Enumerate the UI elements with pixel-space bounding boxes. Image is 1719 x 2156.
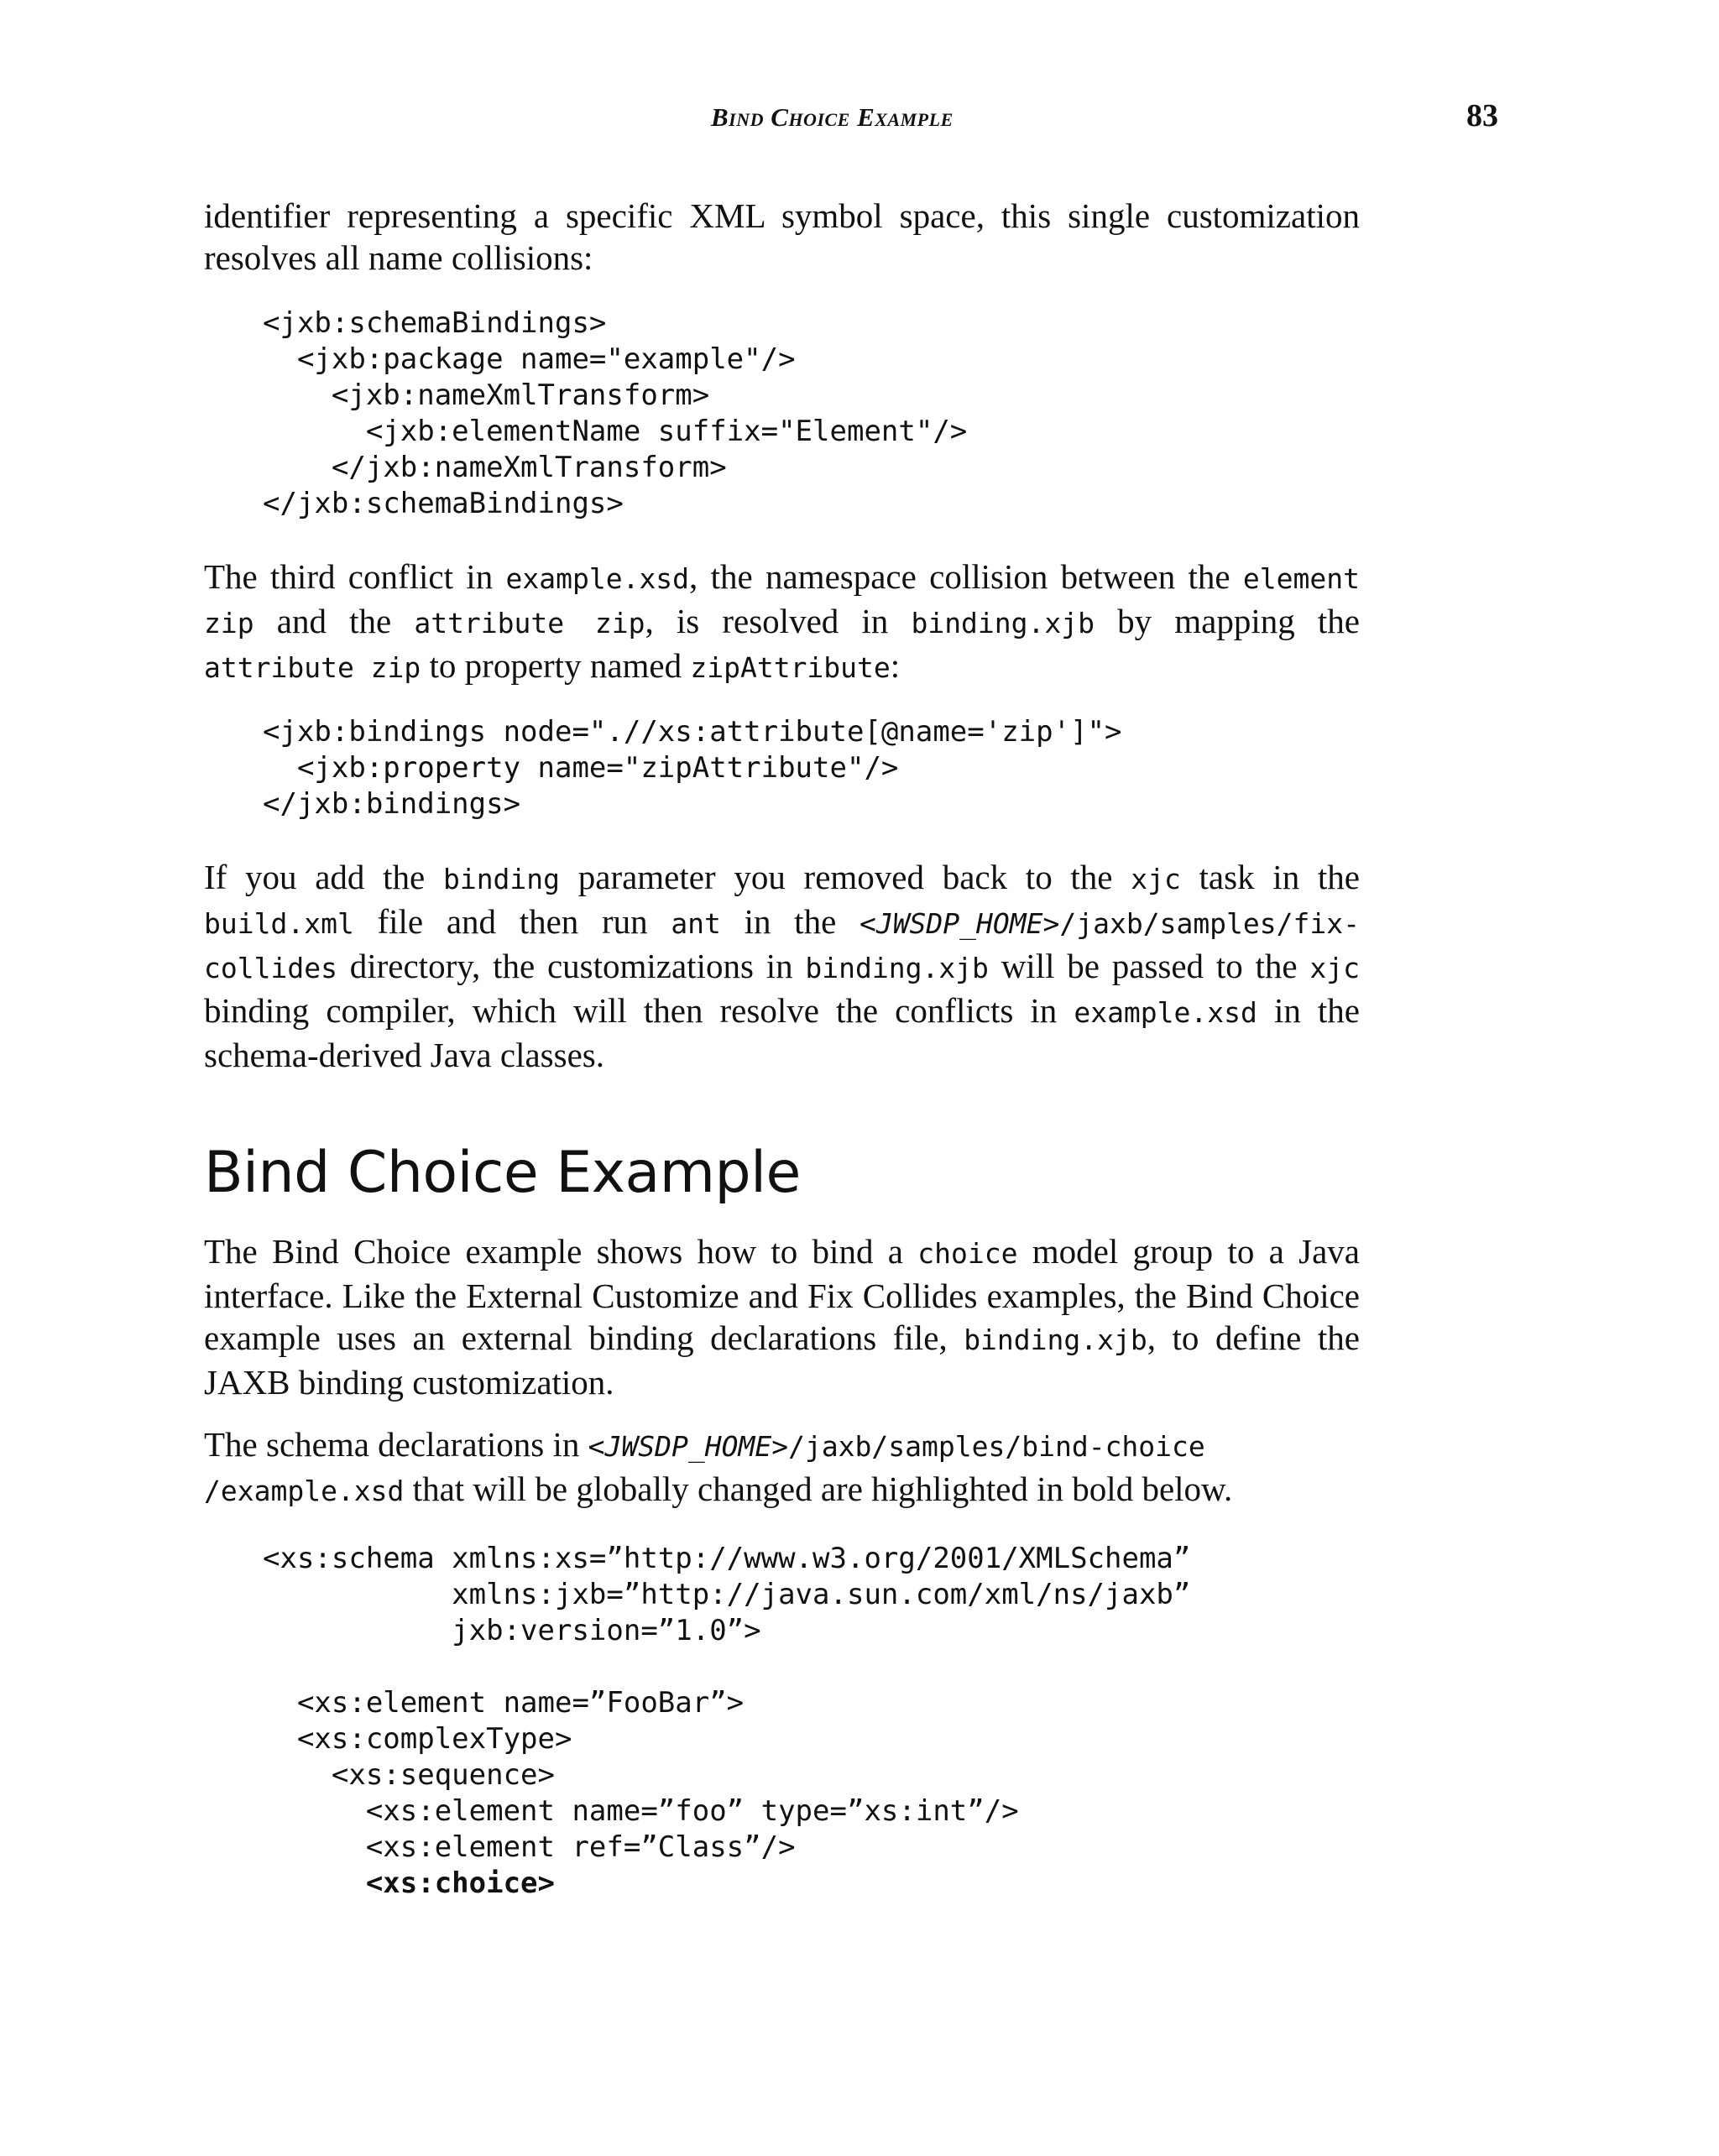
path-placeholder: <JWSDP_HOME> (859, 907, 1060, 940)
code-term: attribute zip (204, 651, 421, 684)
code-line: <jxb:nameXmlTransform> (263, 378, 710, 412)
paragraph-collision-intro: identifier representing a specific XML symbol space, this single customization resolves all name collisions: (204, 196, 1360, 277)
paragraph-bind-choice-intro (204, 1230, 1360, 1403)
text-run: The Bind Choice example shows how to bind a (204, 1232, 918, 1271)
code-term: xjc (1309, 952, 1360, 984)
code-line: <xs:schema xmlns:xs=”http://www.w3.org/2001/XMLSchema” (263, 1542, 1191, 1575)
code-term: ant (671, 907, 721, 940)
code-line: <jxb:bindings node=".//xs:attribute[@name='zip']"> (263, 715, 1122, 749)
section-heading: Bind Choice Example (204, 1140, 801, 1206)
text-run: binding compiler, which will then resolve the conflicts in (204, 991, 1074, 1030)
paragraph-third-conflict (204, 556, 1360, 689)
code-line: </jxb:bindings> (263, 787, 521, 821)
code-path: /jaxb/samples/bind-choice (788, 1430, 1205, 1463)
text-run: by mapping the (1095, 602, 1360, 640)
code-term: choice (917, 1237, 1018, 1270)
path-placeholder: <JWSDP_HOME> (588, 1430, 789, 1463)
page-number: 83 (1466, 98, 1498, 133)
code-line-indent (263, 1866, 366, 1900)
code-line: </jxb:schemaBindings> (263, 487, 624, 520)
text-run: in the (720, 902, 860, 941)
text-run: : (890, 646, 901, 685)
text-run: in the schema-derived Java classes. (204, 991, 1360, 1074)
code-path: /example.xsd (204, 1475, 405, 1507)
text-run: If you add the (204, 858, 443, 896)
code-block-example-schema (204, 1541, 1360, 1902)
code-line: <xs:element name=”foo” type=”xs:int”/> (263, 1794, 1019, 1828)
code-block-zip-binding (204, 714, 1360, 822)
text-run: will be passed to the (988, 947, 1310, 985)
code-line: <jxb:elementName suffix="Element"/> (263, 415, 968, 448)
code-line: <jxb:schemaBindings> (263, 306, 607, 340)
code-filename: build.xml (204, 907, 354, 940)
text-run: parameter you removed back to the (560, 858, 1131, 896)
text-run: , is resolved in (645, 602, 912, 640)
paragraph-run-ant (204, 856, 1360, 1076)
text-run: that will be globally changed are highlighted in bold below. (404, 1470, 1233, 1508)
code-line: <xs:sequence> (263, 1758, 555, 1792)
code-filename: binding.xjb (805, 952, 989, 984)
code-line: <jxb:package name="example"/> (263, 342, 796, 376)
text-run: and the (253, 602, 415, 640)
code-filename: example.xsd (505, 562, 690, 595)
text-run: model group to a Java interface. Like the External Customize and Fix Collides examples, the Bind Choice example uses an external binding declarations file, (204, 1232, 1360, 1357)
text-run: The third conflict in (204, 557, 506, 596)
code-line: <jxb:property name="zipAttribute"/> (263, 751, 899, 785)
code-term: element zip (204, 562, 1360, 639)
text-run: task in the (1180, 858, 1360, 896)
code-line: </jxb:nameXmlTransform> (263, 451, 727, 484)
code-line: <xs:element ref=”Class”/> (263, 1830, 796, 1864)
text-run: , the namespace collision between the (689, 557, 1243, 596)
code-line: <xs:element name=”FooBar”> (263, 1686, 745, 1720)
paragraph-schema-declarations (204, 1423, 1360, 1512)
text-run: directory, the customizations in (337, 947, 806, 985)
code-line: xmlns:jxb=”http://java.sun.com/xml/ns/jaxb” (263, 1578, 1191, 1611)
code-line-bold-choice: <xs:choice> (365, 1866, 555, 1900)
code-path: /jaxb/samples/fix-collides (204, 907, 1360, 984)
page-content (204, 195, 1360, 1902)
text-run: , to define the JAXB binding customization. (204, 1318, 1361, 1402)
running-head (0, 98, 1719, 139)
code-filename: binding.xjb (911, 607, 1095, 639)
code-term: binding (442, 863, 561, 895)
text-run: file and then run (353, 902, 671, 941)
code-term: xjc (1131, 863, 1181, 895)
code-term: zipAttribute (690, 651, 891, 684)
code-block-schema-bindings (204, 305, 1360, 522)
code-filename: binding.xjb (964, 1323, 1147, 1356)
code-line: jxb:version=”1.0”> (263, 1614, 761, 1647)
running-title: Bind Choice Example (711, 102, 954, 132)
code-line: <xs:complexType> (263, 1722, 572, 1756)
code-filename: example.xsd (1074, 996, 1257, 1029)
code-term: attribute zip (414, 607, 645, 639)
text-run: The schema declarations in (204, 1425, 588, 1464)
text-run: to property named (421, 646, 691, 685)
